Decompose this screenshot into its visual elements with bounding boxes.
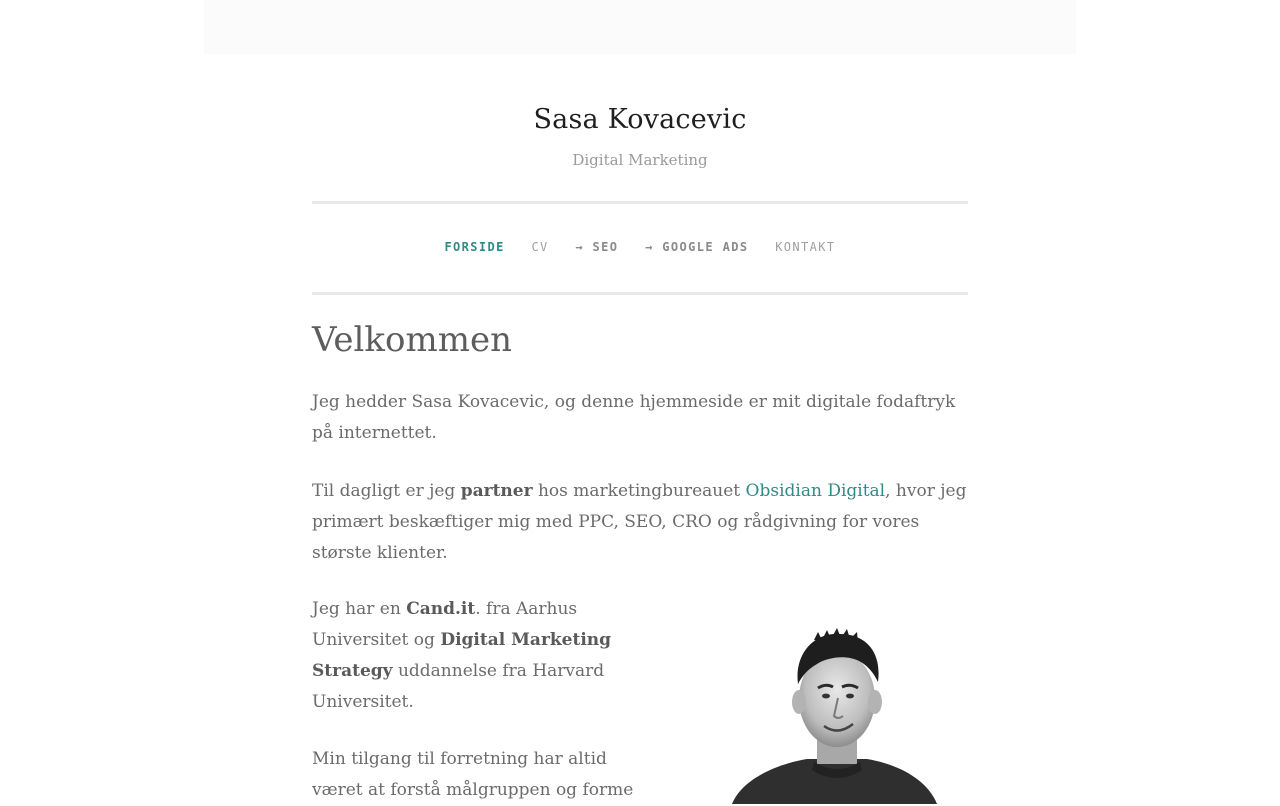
approach-paragraph: Min tilgang til forretning har altid været at forstå målgruppen og forme	[312, 749, 634, 800]
nav-item-cv[interactable]: CV	[531, 240, 549, 254]
work-paragraph	[312, 476, 968, 569]
page-title: Velkommen	[312, 320, 512, 360]
nav-item-forside[interactable]: FORSIDE	[444, 240, 505, 254]
content-card	[204, 54, 1076, 800]
work-text-a: Til dagligt er jeg	[312, 481, 461, 501]
edu-program: Digital Marketing Strategy	[312, 630, 612, 681]
nav-item-seo[interactable]: → SEO	[575, 240, 619, 254]
site-title[interactable]: Sasa Kovacevic	[533, 104, 747, 135]
nav-item-google-ads[interactable]: → GOOGLE ADS	[645, 240, 749, 254]
edu-text-a: Jeg har en	[312, 599, 407, 619]
obsidian-digital-link[interactable]: Obsidian Digital	[745, 481, 886, 501]
nav-item-kontakt[interactable]: KONTAKT	[775, 240, 836, 254]
nav-divider	[312, 292, 968, 295]
edu-text-c: . fra Aarhus Universitet og	[312, 599, 578, 650]
edu-text-e: uddannelse fra Harvard Universitet.	[312, 661, 605, 712]
work-text-c: hos marketingbureauet	[532, 481, 746, 501]
education-paragraph	[312, 594, 612, 718]
work-role: partner	[460, 481, 533, 501]
main-navigation	[312, 240, 968, 254]
work-text-d: , hvor jeg primært beskæftiger mig med PPC, SEO, CRO og rådgivning for vores største klienter.	[312, 481, 967, 563]
edu-degree: Cand.it	[406, 599, 476, 619]
site-tagline: Digital Marketing	[572, 151, 708, 169]
intro-paragraph: Jeg hedder Sasa Kovacevic, og denne hjemmeside er mit digitale fodaftryk på internettet.	[312, 392, 956, 443]
header-divider	[312, 201, 968, 204]
portrait-photo	[722, 614, 952, 804]
